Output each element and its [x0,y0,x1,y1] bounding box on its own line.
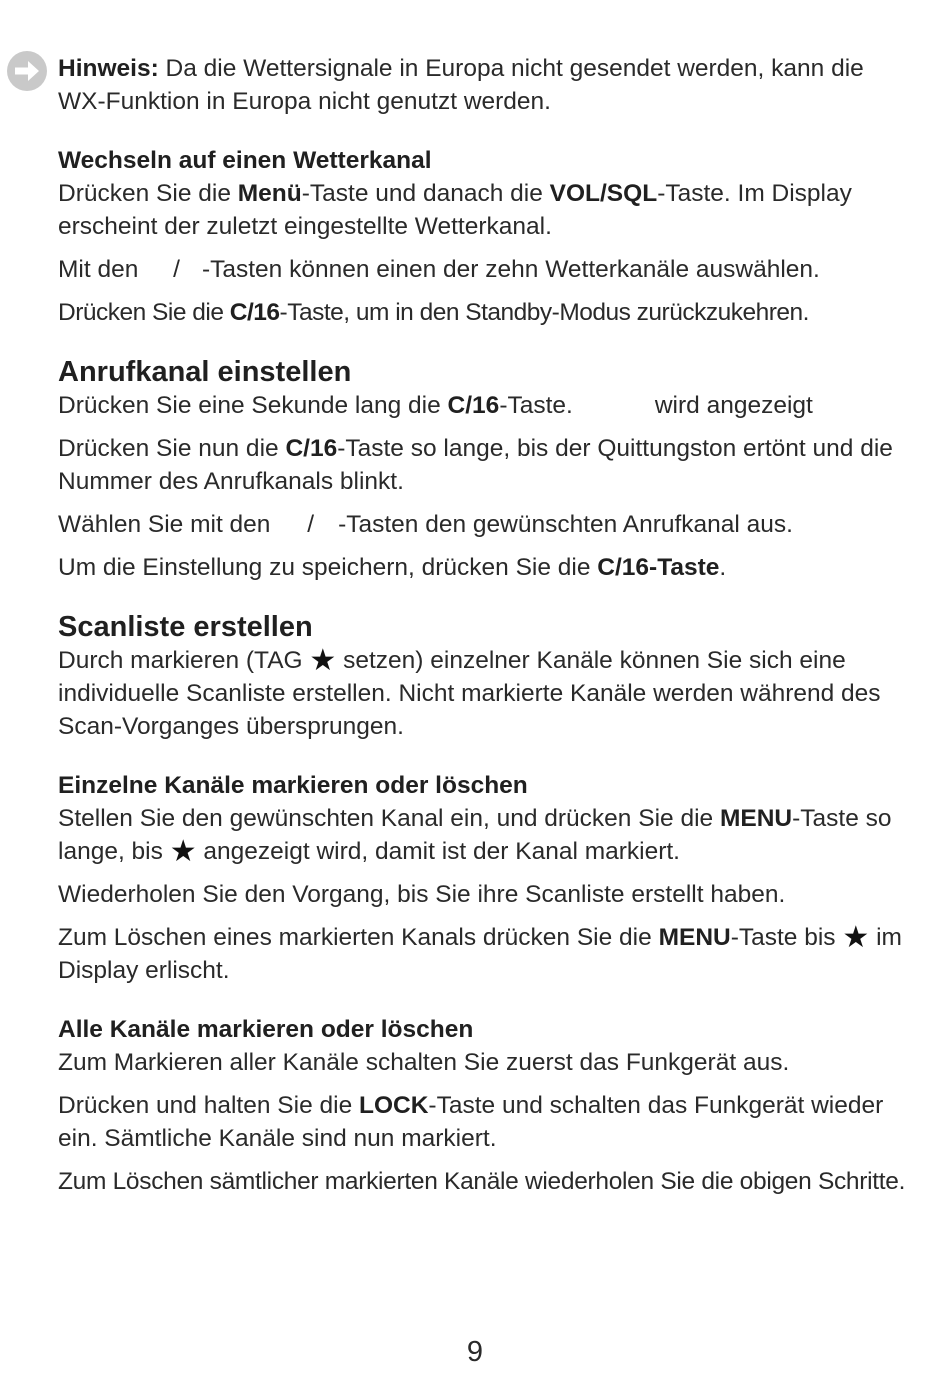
mark-all-paragraph-1: Zum Markieren aller Kanäle schalten Sie zuerst das Funkgerät aus. [58,1049,790,1076]
weather-paragraph-3 [58,296,908,329]
text-run: setzen) einzelner Kanäle können Sie sich eine individuelle Scanliste erstellen. Nicht markierte Kanäle werden während des Scan-Vorganges übersprungen. [58,647,881,740]
mark-single-paragraph-3 [58,921,908,987]
star-icon: ★ [169,835,197,868]
weather-section [58,144,908,329]
text-run: Durch markieren (TAG [58,647,310,674]
weather-heading: Wechseln auf einen Wetterkanal [58,147,432,174]
text-run: angezeigt wird, damit ist der Kanal markiert. [196,838,680,865]
weather-paragraph-1 [58,177,908,243]
text-run: -Taste so lange, bis der Quittungston ertönt und die Nummer des Anrufkanals blinkt. [58,435,893,495]
text-run: im Display erlischt. [58,924,902,984]
mark-single-paragraph-2: Wiederholen Sie den Vorgang, bis Sie ihre Scanliste erstellt haben. [58,881,786,908]
call-channel-title: Anrufkanal einstellen [58,356,352,388]
note-paragraph [58,52,908,118]
mark-all-paragraph-3: Zum Löschen sämtlicher markierten Kanäle wiederholen Sie die obigen Schritte. [58,1168,906,1195]
c16-key-label: C/16 [229,299,280,326]
text-run: -Taste und danach die [301,180,550,207]
star-icon: ★ [842,921,870,954]
text-run: -Taste so lange, bis [58,805,892,865]
text-run: Mit den [58,256,146,283]
call-paragraph-3 [58,508,908,541]
text-run: Drücken Sie die [58,299,230,326]
note-label: Hinweis: [58,55,159,82]
text-run: Drücken Sie nun die [58,435,286,462]
text-run: Zum Löschen eines markierten Kanals drücken Sie die [58,924,659,951]
text-run: Drücken Sie die [58,180,238,207]
scanlist-section [58,610,908,743]
weather-paragraph-2 [58,253,908,286]
c16-key-label: C/16-Taste [597,554,720,581]
mark-all-heading: Alle Kanäle markieren oder löschen [58,1016,474,1043]
page-number: 9 [466,1336,484,1368]
menu-key-label: MENU [719,805,793,832]
c16-key-label: C/16 [285,435,338,462]
text-run: -Taste und schalten das Funkgerät wieder ein. Sämtliche Kanäle sind nun markiert. [58,1092,884,1152]
call-channel-section [58,355,908,584]
text-run: Wählen Sie mit den [58,511,278,538]
arrow-right-circle-icon [6,50,48,92]
star-icon: ★ [309,644,337,677]
mark-all-section [58,1013,908,1198]
mark-all-paragraph-2 [58,1089,908,1155]
text-run: -Taste. [499,392,573,419]
slash-separator: / [307,511,315,538]
page-content [58,52,908,1198]
call-paragraph-1 [58,389,908,422]
text-run: -Taste, um in den Standby-Modus zurückzukehren. [279,299,809,326]
text-run: Stellen Sie den gewünschten Kanal ein, und drücken Sie die [58,805,720,832]
text-run: -Taste. Im Display erscheint der zuletzt eingestellte Wetterkanal. [58,180,852,240]
note-text: Da die Wettersignale in Europa nicht gesendet werden, kann die WX-Funktion in Europa nicht genutzt werden. [58,55,864,115]
text-run: Um die Einstellung zu speichern, drücken Sie die [58,554,598,581]
call-paragraph-2 [58,432,908,498]
text-run: . [719,554,727,581]
scanlist-paragraph [58,644,908,743]
text-run: Drücken Sie eine Sekunde lang die [58,392,448,419]
lock-key-label: LOCK [359,1092,429,1119]
text-run: -Tasten können einen der zehn Wetterkanäle auswählen. [201,256,820,283]
mark-single-heading: Einzelne Kanäle markieren oder löschen [58,772,528,799]
text-run: -Tasten den gewünschten Anrufkanal aus. [338,511,793,538]
text-run: -Taste bis [730,924,843,951]
text-run: wird angezeigt [654,392,813,419]
scanlist-title: Scanliste erstellen [58,611,313,643]
text-run: Drücken und halten Sie die [58,1092,359,1119]
c16-key-label: C/16 [447,392,500,419]
menu-key-label: MENU [658,924,731,951]
call-paragraph-4 [58,551,908,584]
mark-single-section [58,769,908,987]
slash-separator: / [173,256,180,283]
mark-single-paragraph-1 [58,802,908,868]
vol-sql-key-label: VOL/SQL [549,180,658,207]
menu-key-label: Menü [237,180,302,207]
